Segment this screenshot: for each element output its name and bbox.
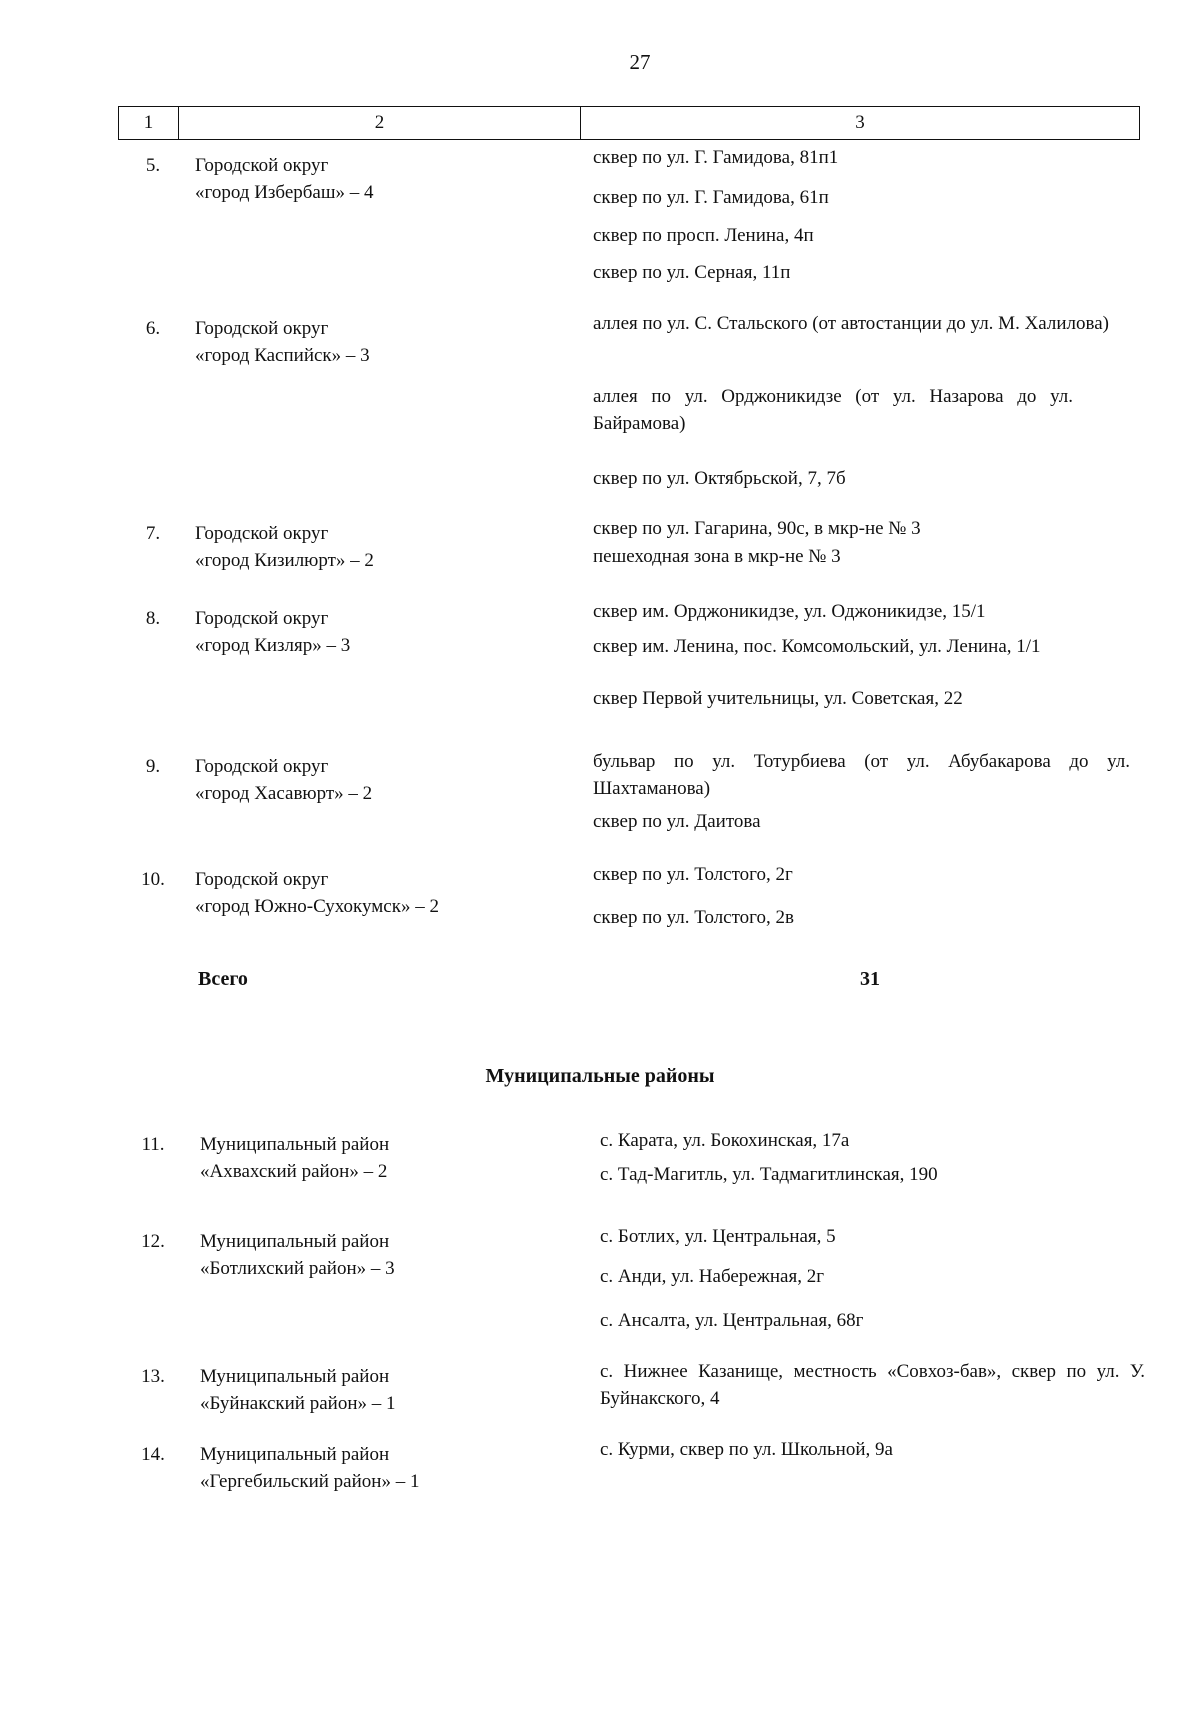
municipality-title: «город Хасавюрт» – 2 [195, 783, 373, 804]
row-number: 5. [145, 155, 161, 176]
municipality-name [195, 753, 575, 807]
object-address: сквер им. Орджоникидзе, ул. Оджоникидзе, 15/1 [593, 601, 986, 622]
object-address: аллея по ул. Орджоникидзе (от ул. Назарова до ул. Байрамова) [593, 386, 1073, 434]
municipality-title: «Ботлихский район» – 3 [200, 1258, 395, 1279]
municipality-type: Городской округ [195, 869, 329, 890]
municipality-name [195, 605, 575, 659]
municipality-title: «город Кизляр» – 3 [195, 635, 351, 656]
object-address: с. Курми, сквер по ул. Школьной, 9а [600, 1439, 893, 1460]
total-label: Всего [198, 968, 248, 990]
municipality-name [195, 520, 575, 574]
municipality-name [195, 152, 575, 206]
row-number: 13. [141, 1366, 165, 1387]
municipality-name [195, 315, 575, 369]
object-address: сквер по ул. Толстого, 2г [593, 864, 793, 885]
municipality-title: «город Кизилюрт» – 2 [195, 550, 374, 571]
object-address: бульвар по ул. Тотурбиева (от ул. Абубакарова до ул. Шахтаманова) [593, 751, 1130, 799]
row-number: 8. [145, 608, 161, 629]
object-address: сквер по просп. Ленина, 4п [593, 225, 814, 246]
row-number: 6. [145, 318, 161, 339]
municipality-name [200, 1363, 580, 1417]
municipality-type: Городской округ [195, 318, 329, 339]
object-address: с. Анди, ул. Набережная, 2г [600, 1266, 825, 1287]
object-address: с. Ансалта, ул. Центральная, 68г [600, 1310, 864, 1331]
municipality-name [200, 1441, 580, 1495]
page-number: 27 [629, 50, 651, 74]
object-address: с. Карата, ул. Бокохинская, 17а [600, 1130, 850, 1151]
municipality-type: Муниципальный район [200, 1134, 390, 1155]
object-address: аллея по ул. С. Стальского (от автостанции до ул. М. Халилова) [593, 313, 1109, 334]
object-address: сквер по ул. Г. Гамидова, 61п [593, 187, 829, 208]
municipality-type: Городской округ [195, 608, 329, 629]
municipality-title: «город Каспийск» – 3 [195, 345, 370, 366]
object-address: сквер по ул. Г. Гамидова, 81п1 [593, 147, 839, 168]
object-address: сквер Первой учительницы, ул. Советская, 22 [593, 688, 963, 709]
municipality-type: Муниципальный район [200, 1231, 390, 1252]
row-number: 9. [145, 756, 161, 777]
municipality-name [195, 866, 575, 920]
object-address: сквер им. Ленина, пос. Комсомольский, ул. Ленина, 1/1 [593, 636, 1041, 657]
municipality-type: Городской округ [195, 155, 329, 176]
object-address: с. Нижнее Казанище, местность «Совхоз-бав», сквер по ул. У. Буйнакского, 4 [600, 1361, 1145, 1409]
object-address: сквер по ул. Гагарина, 90с, в мкр-не № 3 [593, 518, 921, 539]
total-value: 31 [860, 968, 880, 990]
municipality-title: «город Южно-Сухокумск» – 2 [195, 896, 439, 917]
municipality-type: Городской округ [195, 523, 329, 544]
object-address: пешеходная зона в мкр-не № 3 [593, 546, 841, 567]
table-header-row [118, 106, 1140, 140]
object-address: сквер по ул. Серная, 11п [593, 262, 791, 283]
table-header-col-1: 1 [119, 107, 179, 139]
row-number: 14. [141, 1444, 165, 1465]
row-number: 11. [141, 1134, 165, 1155]
object-address: с. Ботлих, ул. Центральная, 5 [600, 1226, 836, 1247]
section-title: Муниципальные районы [485, 1065, 715, 1087]
table-header-col-3: 3 [855, 112, 865, 133]
municipality-type: Городской округ [195, 756, 329, 777]
object-address: с. Тад-Магитль, ул. Тадмагитлинская, 190 [600, 1164, 938, 1185]
municipality-title: «город Избербаш» – 4 [195, 182, 374, 203]
municipality-title: «Ахвахский район» – 2 [200, 1161, 388, 1182]
row-number: 10. [141, 869, 165, 890]
municipality-name [200, 1131, 580, 1185]
municipality-type: Муниципальный район [200, 1366, 390, 1387]
municipality-title: «Буйнакский район» – 1 [200, 1393, 396, 1414]
row-number: 12. [141, 1231, 165, 1252]
object-address: сквер по ул. Октябрьской, 7, 7б [593, 468, 846, 489]
table-header-col-2: 2 [179, 107, 581, 139]
row-number: 7. [145, 523, 161, 544]
object-address: сквер по ул. Толстого, 2в [593, 907, 794, 928]
municipality-name [200, 1228, 580, 1282]
municipality-type: Муниципальный район [200, 1444, 390, 1465]
municipality-title: «Гергебильский район» – 1 [200, 1471, 420, 1492]
object-address: сквер по ул. Даитова [593, 811, 761, 832]
